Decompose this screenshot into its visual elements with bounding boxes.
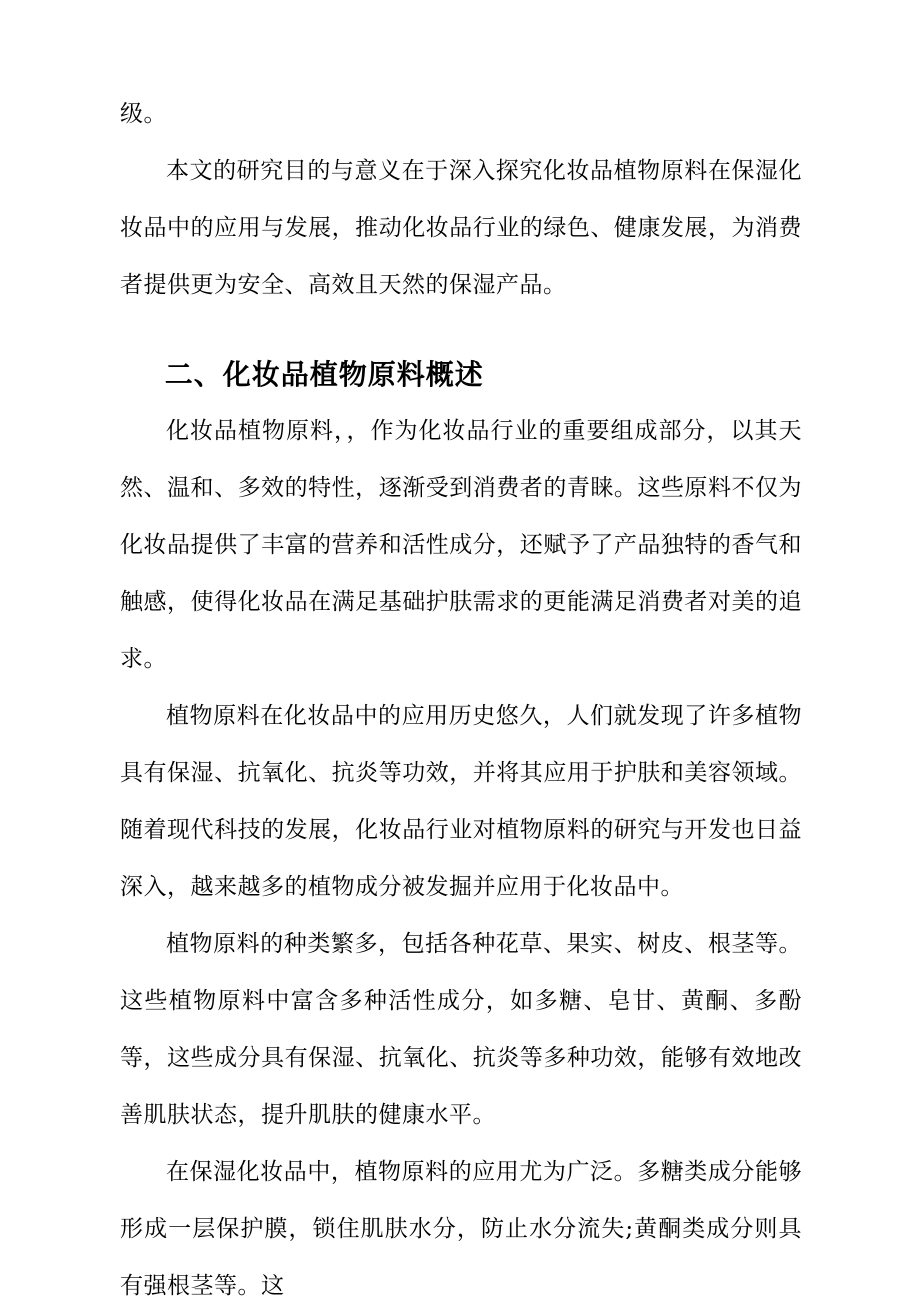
section-heading: 二、化妆品植物原料概述 bbox=[164, 358, 484, 391]
paragraph-intro: 本文的研究目的与意义在于深入探究化妆品植物原料在保湿化妆品中的应用与发展，推动化妆品行业的绿色、健康发展，为消费者提供更为安全、高效且天然的保湿产品。 bbox=[120, 158, 802, 298]
paragraph-overview: 化妆品植物原料，，作为化妆品行业的重要组成部分，以其天然、温和、多效的特性，逐渐受到消费者的青睐。这些原料不仅为化妆品提供了丰富的营养和活性成分，还赋予了产品独特的香气和触感，使得化妆品在满足基础护肤需求的更能满足消费者对美的追求。 bbox=[120, 418, 802, 672]
paragraph-varieties: 植物原料的种类繁多，包括各种花草、果实、树皮、根茎等。这些植物原料中富含多种活性成分，如多糖、皂甘、黄酮、多酚等，这些成分具有保湿、抗氧化、抗炎等多种功效，能够有效地改善肌肤状态，提升肌肤的健康水平。 bbox=[120, 931, 802, 1128]
paragraph-history: 植物原料在化妆品中的应用历史悠久，人们就发现了许多植物具有保湿、抗氧化、抗炎等功效，并将其应用于护肤和美容领域。随着现代科技的发展，化妆品行业对植物原料的研究与开发也日益深入，越来越多的植物成分被发掘并应用于化妆品中。 bbox=[120, 703, 802, 900]
paragraph-continuation: 级。 bbox=[120, 101, 167, 127]
paragraph-moisturizing: 在保湿化妆品中，植物原料的应用尤为广泛。多糖类成分能够形成一层保护膜，锁住肌肤水分，防止水分流失;黄酮类成分则具有强根茎等。这 bbox=[120, 1159, 802, 1299]
